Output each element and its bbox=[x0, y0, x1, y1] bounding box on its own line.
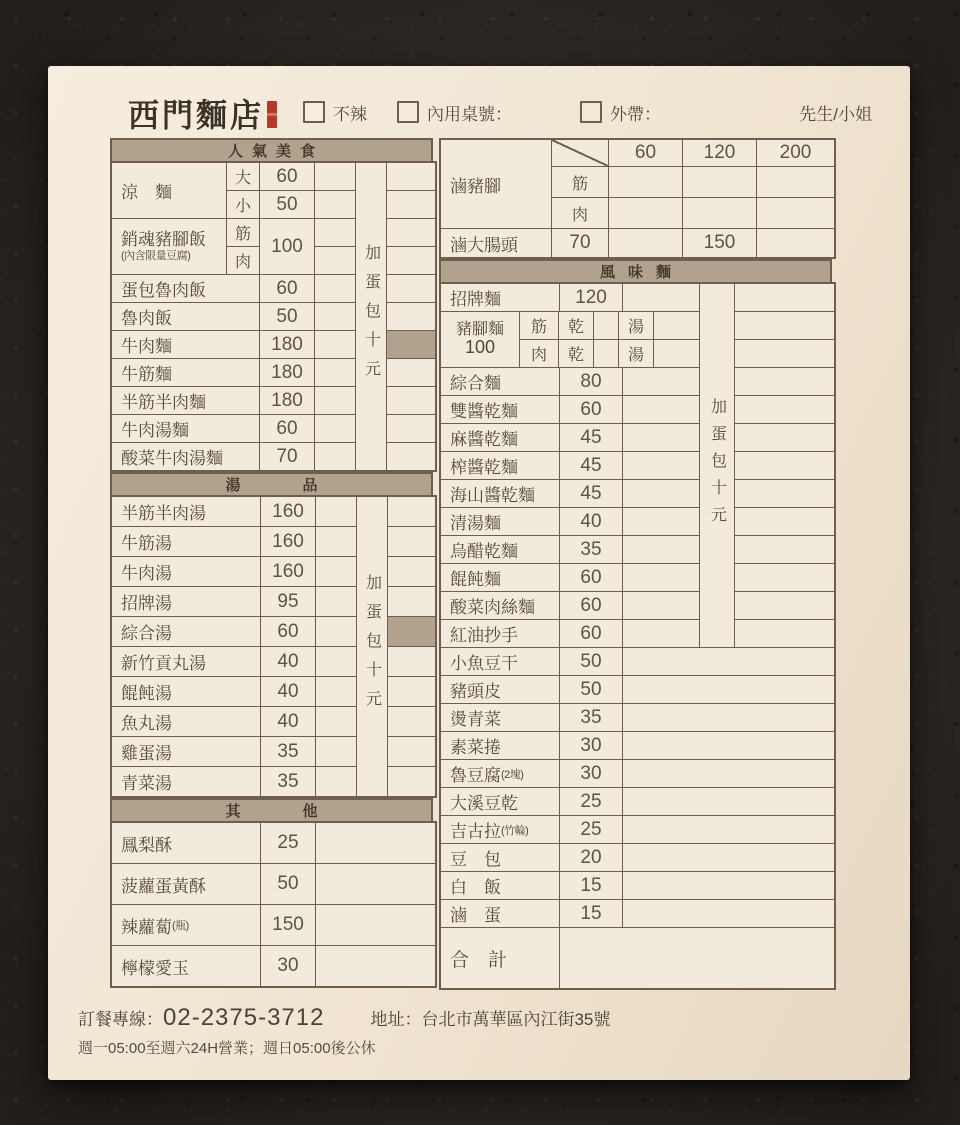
qty-cell bbox=[609, 198, 682, 228]
egg-qty-cell bbox=[735, 284, 834, 311]
qty-cell bbox=[316, 864, 435, 904]
item-name: 酸菜牛肉湯麵 bbox=[112, 443, 259, 470]
option-label: 乾 bbox=[559, 312, 593, 339]
qty-cell bbox=[315, 163, 355, 190]
egg-qty-cell bbox=[387, 247, 435, 274]
item-name bbox=[441, 312, 519, 367]
item-name-main: 魯豆腐 bbox=[450, 766, 501, 785]
qty-cell bbox=[316, 587, 356, 616]
egg-note-column: 加蛋包十元 bbox=[700, 284, 734, 647]
qty-cell bbox=[315, 219, 355, 246]
section-title-other: 其他 bbox=[110, 798, 433, 821]
item-name: 牛筋湯 bbox=[112, 527, 260, 556]
item-name: 榨醬乾麵 bbox=[441, 452, 559, 479]
item-price: 60 bbox=[560, 592, 622, 619]
egg-qty-cell bbox=[388, 497, 435, 526]
qty-cell bbox=[623, 760, 834, 787]
qty-cell bbox=[623, 816, 834, 843]
item-price: 15 bbox=[560, 872, 622, 899]
checkbox-takeout bbox=[580, 101, 602, 123]
egg-qty-cell bbox=[387, 443, 435, 470]
size-header: 120 bbox=[683, 140, 756, 166]
checkbox-dine-in bbox=[397, 101, 419, 123]
item-name: 檸檬愛玉 bbox=[112, 946, 260, 986]
item-name: 豆 包 bbox=[441, 844, 559, 871]
item-name: 白 飯 bbox=[441, 872, 559, 899]
item-price: 160 bbox=[261, 527, 315, 556]
item-name bbox=[112, 905, 260, 945]
item-price: 30 bbox=[261, 946, 315, 986]
item-name: 滷 蛋 bbox=[441, 900, 559, 927]
egg-qty-cell bbox=[735, 508, 834, 535]
egg-qty-cell bbox=[735, 368, 834, 395]
item-name: 滷大腸頭 bbox=[441, 229, 551, 257]
section-title-noodle: 風味麵 bbox=[439, 259, 832, 282]
qty-cell bbox=[609, 229, 682, 257]
qty-cell bbox=[623, 368, 699, 395]
qty-cell bbox=[757, 167, 834, 197]
qty-cell bbox=[654, 312, 699, 339]
item-name: 滷豬腳 bbox=[441, 140, 551, 228]
egg-qty-cell bbox=[388, 707, 435, 736]
item-name: 青菜湯 bbox=[112, 767, 260, 796]
item-price: 160 bbox=[261, 557, 315, 586]
option-label: 筋 bbox=[520, 312, 558, 339]
item-name-main: 銷魂豬腳飯 bbox=[121, 230, 206, 250]
item-price: 60 bbox=[560, 396, 622, 423]
left-column bbox=[110, 138, 433, 988]
qty-cell bbox=[315, 331, 355, 358]
qty-cell bbox=[316, 617, 356, 646]
braised-table bbox=[439, 138, 836, 259]
qty-cell bbox=[316, 647, 356, 676]
item-price: 60 bbox=[560, 620, 622, 647]
item-price: 50 bbox=[261, 864, 315, 904]
option-label: 湯 bbox=[619, 340, 653, 367]
item-name: 牛筋麵 bbox=[112, 359, 259, 386]
item-price: 20 bbox=[560, 844, 622, 871]
qty-cell bbox=[654, 340, 699, 367]
qty-cell bbox=[315, 275, 355, 302]
egg-qty-cell-shaded bbox=[388, 617, 435, 646]
qty-cell bbox=[594, 340, 618, 367]
option-label: 筋 bbox=[227, 219, 259, 246]
no-spicy-label: 不辣 bbox=[333, 104, 367, 124]
trotter-noodle-subtable bbox=[441, 312, 699, 367]
item-name: 綜合麵 bbox=[441, 368, 559, 395]
qty-cell bbox=[623, 592, 699, 619]
item-name: 海山醬乾麵 bbox=[441, 480, 559, 507]
egg-qty-cell bbox=[388, 557, 435, 586]
item-name: 綜合湯 bbox=[112, 617, 260, 646]
item-price: 35 bbox=[261, 767, 315, 796]
item-name bbox=[441, 816, 559, 843]
qty-cell bbox=[623, 676, 834, 703]
qty-cell bbox=[623, 480, 699, 507]
item-name-note: (2塊) bbox=[501, 768, 524, 781]
item-price: 60 bbox=[560, 564, 622, 591]
item-price: 60 bbox=[260, 415, 314, 442]
diagonal-header-cell bbox=[552, 140, 608, 166]
item-price: 45 bbox=[560, 424, 622, 451]
item-name: 魯肉飯 bbox=[112, 303, 259, 330]
item-price: 50 bbox=[560, 676, 622, 703]
qty-cell bbox=[623, 704, 834, 731]
qty-cell bbox=[623, 788, 834, 815]
item-name: 涼 麵 bbox=[112, 163, 226, 218]
egg-qty-cell bbox=[388, 677, 435, 706]
item-price: 60 bbox=[261, 617, 315, 646]
item-price: 120 bbox=[560, 284, 622, 311]
item-price: 35 bbox=[261, 737, 315, 766]
qty-cell bbox=[609, 167, 682, 197]
option-label: 筋 bbox=[552, 167, 608, 197]
menu-header bbox=[128, 90, 888, 134]
total-label: 合 計 bbox=[441, 928, 559, 988]
item-price: 60 bbox=[260, 163, 314, 190]
qty-cell bbox=[316, 737, 356, 766]
egg-note-column: 加蛋包十元 bbox=[356, 163, 386, 470]
logo-seal bbox=[267, 101, 277, 128]
item-name: 小魚豆干 bbox=[441, 648, 559, 675]
item-price: 80 bbox=[560, 368, 622, 395]
option-takeout bbox=[580, 100, 661, 125]
qty-cell bbox=[757, 198, 834, 228]
address-text: 地址：台北市萬華區內江街35號 bbox=[370, 1010, 611, 1029]
item-name-note: (竹輪) bbox=[501, 824, 529, 837]
egg-qty-cell bbox=[388, 767, 435, 796]
logo: 西門麵店 bbox=[128, 96, 264, 134]
dine-in-label: 內用桌號： bbox=[427, 104, 512, 124]
size-label: 大 bbox=[227, 163, 259, 190]
item-name: 牛肉麵 bbox=[112, 331, 259, 358]
popular-table bbox=[110, 161, 437, 472]
egg-qty-cell bbox=[387, 387, 435, 414]
item-price: 25 bbox=[560, 816, 622, 843]
item-name: 餛飩湯 bbox=[112, 677, 260, 706]
qty-cell bbox=[623, 648, 834, 675]
menu-footer bbox=[78, 1004, 910, 1058]
item-name bbox=[441, 760, 559, 787]
item-price: 100 bbox=[260, 219, 314, 274]
item-price: 35 bbox=[560, 536, 622, 563]
item-name: 魚丸湯 bbox=[112, 707, 260, 736]
item-price: 40 bbox=[261, 647, 315, 676]
item-name: 豬頭皮 bbox=[441, 676, 559, 703]
item-name: 大溪豆乾 bbox=[441, 788, 559, 815]
egg-qty-cell-shaded bbox=[387, 331, 435, 358]
takeout-label: 外帶： bbox=[610, 104, 661, 124]
qty-cell bbox=[623, 844, 834, 871]
item-name-main: 豬腳麵 bbox=[455, 320, 504, 338]
item-price: 160 bbox=[261, 497, 315, 526]
item-name: 素菜捲 bbox=[441, 732, 559, 759]
qty-cell bbox=[316, 905, 435, 945]
item-price: 180 bbox=[260, 359, 314, 386]
item-price: 180 bbox=[260, 331, 314, 358]
qty-cell bbox=[315, 415, 355, 442]
egg-qty-cell bbox=[388, 587, 435, 616]
egg-qty-cell bbox=[735, 452, 834, 479]
qty-cell bbox=[315, 443, 355, 470]
item-name-main: 辣蘿蔔 bbox=[121, 917, 172, 937]
option-no-spicy bbox=[303, 100, 367, 125]
section-title-popular: 人氣美食 bbox=[110, 138, 433, 161]
item-price: 50 bbox=[260, 191, 314, 218]
item-price: 150 bbox=[683, 229, 756, 257]
egg-qty-cell bbox=[735, 564, 834, 591]
item-name: 燙青菜 bbox=[441, 704, 559, 731]
qty-cell bbox=[316, 677, 356, 706]
soup-table bbox=[110, 495, 437, 798]
item-price: 60 bbox=[260, 275, 314, 302]
item-price: 100 bbox=[464, 337, 496, 358]
size-header: 60 bbox=[609, 140, 682, 166]
item-name: 牛肉湯 bbox=[112, 557, 260, 586]
item-name: 牛肉湯麵 bbox=[112, 415, 259, 442]
menu-body bbox=[110, 138, 832, 990]
qty-cell bbox=[683, 167, 756, 197]
item-price: 70 bbox=[260, 443, 314, 470]
item-price: 180 bbox=[260, 387, 314, 414]
noodle-table bbox=[439, 282, 836, 990]
item-name: 餛飩麵 bbox=[441, 564, 559, 591]
egg-qty-cell bbox=[387, 359, 435, 386]
qty-cell bbox=[594, 312, 618, 339]
checkbox-no-spicy bbox=[303, 101, 325, 123]
item-name: 鳳梨酥 bbox=[112, 823, 260, 863]
item-name: 清湯麵 bbox=[441, 508, 559, 535]
qty-cell bbox=[623, 396, 699, 423]
qty-cell bbox=[683, 198, 756, 228]
egg-qty-cell bbox=[388, 647, 435, 676]
size-label: 小 bbox=[227, 191, 259, 218]
qty-cell bbox=[316, 946, 435, 986]
item-price: 15 bbox=[560, 900, 622, 927]
honorific-label: 先生/小姐 bbox=[799, 104, 872, 124]
option-label: 乾 bbox=[559, 340, 593, 367]
item-name: 酸菜肉絲麵 bbox=[441, 592, 559, 619]
egg-qty-cell bbox=[387, 219, 435, 246]
qty-cell bbox=[623, 508, 699, 535]
qty-cell bbox=[315, 247, 355, 274]
menu-paper bbox=[48, 66, 910, 1080]
egg-qty-cell bbox=[735, 424, 834, 451]
item-name-note: (瓶) bbox=[172, 920, 189, 932]
other-table bbox=[110, 821, 437, 988]
phone-label: 訂餐專線： bbox=[78, 1010, 163, 1029]
qty-cell bbox=[623, 900, 834, 927]
item-name: 雞蛋湯 bbox=[112, 737, 260, 766]
item-price: 150 bbox=[261, 905, 315, 945]
qty-cell bbox=[623, 536, 699, 563]
egg-qty-cell bbox=[387, 275, 435, 302]
item-price: 35 bbox=[560, 704, 622, 731]
item-name bbox=[112, 219, 226, 274]
item-price: 40 bbox=[560, 508, 622, 535]
item-name-main: 吉古拉 bbox=[450, 822, 501, 841]
egg-qty-cell bbox=[735, 312, 834, 339]
item-name: 烏醋乾麵 bbox=[441, 536, 559, 563]
option-label: 肉 bbox=[552, 198, 608, 228]
egg-qty-cell bbox=[735, 536, 834, 563]
egg-qty-cell bbox=[735, 480, 834, 507]
item-price: 40 bbox=[261, 677, 315, 706]
qty-cell bbox=[623, 732, 834, 759]
qty-cell bbox=[757, 229, 834, 257]
item-price: 45 bbox=[560, 452, 622, 479]
qty-cell bbox=[315, 303, 355, 330]
egg-qty-cell bbox=[735, 592, 834, 619]
item-name: 蛋包魯肉飯 bbox=[112, 275, 259, 302]
qty-cell bbox=[315, 359, 355, 386]
item-name: 半筋半肉湯 bbox=[112, 497, 260, 526]
egg-qty-cell bbox=[387, 191, 435, 218]
qty-cell bbox=[623, 284, 699, 311]
item-price: 45 bbox=[560, 480, 622, 507]
phone-number: 02-2375-3712 bbox=[163, 1004, 325, 1031]
qty-cell bbox=[316, 557, 356, 586]
qty-cell bbox=[623, 452, 699, 479]
option-label: 肉 bbox=[520, 340, 558, 367]
right-column bbox=[439, 138, 832, 990]
egg-qty-cell bbox=[387, 303, 435, 330]
qty-cell bbox=[623, 620, 699, 647]
item-price: 50 bbox=[260, 303, 314, 330]
item-price: 25 bbox=[560, 788, 622, 815]
item-price: 50 bbox=[560, 648, 622, 675]
option-label: 湯 bbox=[619, 312, 653, 339]
item-name: 招牌麵 bbox=[441, 284, 559, 311]
item-name: 新竹貢丸湯 bbox=[112, 647, 260, 676]
egg-qty-cell bbox=[387, 163, 435, 190]
item-name: 麻醬乾麵 bbox=[441, 424, 559, 451]
item-price: 30 bbox=[560, 760, 622, 787]
hours-text: 週一05:00至週六24H營業；週日05:00後公休 bbox=[78, 1040, 376, 1057]
qty-cell bbox=[316, 707, 356, 736]
size-header: 200 bbox=[757, 140, 834, 166]
option-label: 肉 bbox=[227, 247, 259, 274]
section-title-soup: 湯品 bbox=[110, 472, 433, 495]
item-name: 菠蘿蛋黃酥 bbox=[112, 864, 260, 904]
egg-qty-cell bbox=[735, 620, 834, 647]
option-dine-in bbox=[397, 100, 512, 125]
item-name-note: (內含限量豆腐) bbox=[121, 249, 191, 262]
qty-cell bbox=[316, 767, 356, 796]
egg-note-column: 加蛋包十元 bbox=[357, 497, 387, 796]
egg-qty-cell bbox=[735, 340, 834, 367]
item-name: 半筋半肉麵 bbox=[112, 387, 259, 414]
qty-cell bbox=[316, 823, 435, 863]
item-name: 紅油抄手 bbox=[441, 620, 559, 647]
item-name: 雙醬乾麵 bbox=[441, 396, 559, 423]
egg-qty-cell bbox=[388, 737, 435, 766]
qty-cell bbox=[623, 872, 834, 899]
egg-qty-cell bbox=[388, 527, 435, 556]
total-amount-cell bbox=[560, 928, 834, 988]
item-price: 25 bbox=[261, 823, 315, 863]
egg-qty-cell bbox=[735, 396, 834, 423]
egg-qty-cell bbox=[387, 415, 435, 442]
qty-cell bbox=[316, 497, 356, 526]
item-price: 95 bbox=[261, 587, 315, 616]
qty-cell bbox=[623, 424, 699, 451]
item-price: 30 bbox=[560, 732, 622, 759]
qty-cell bbox=[623, 564, 699, 591]
item-name: 招牌湯 bbox=[112, 587, 260, 616]
qty-cell bbox=[315, 191, 355, 218]
qty-cell bbox=[315, 387, 355, 414]
item-price: 70 bbox=[552, 229, 608, 257]
qty-cell bbox=[316, 527, 356, 556]
item-price: 40 bbox=[261, 707, 315, 736]
